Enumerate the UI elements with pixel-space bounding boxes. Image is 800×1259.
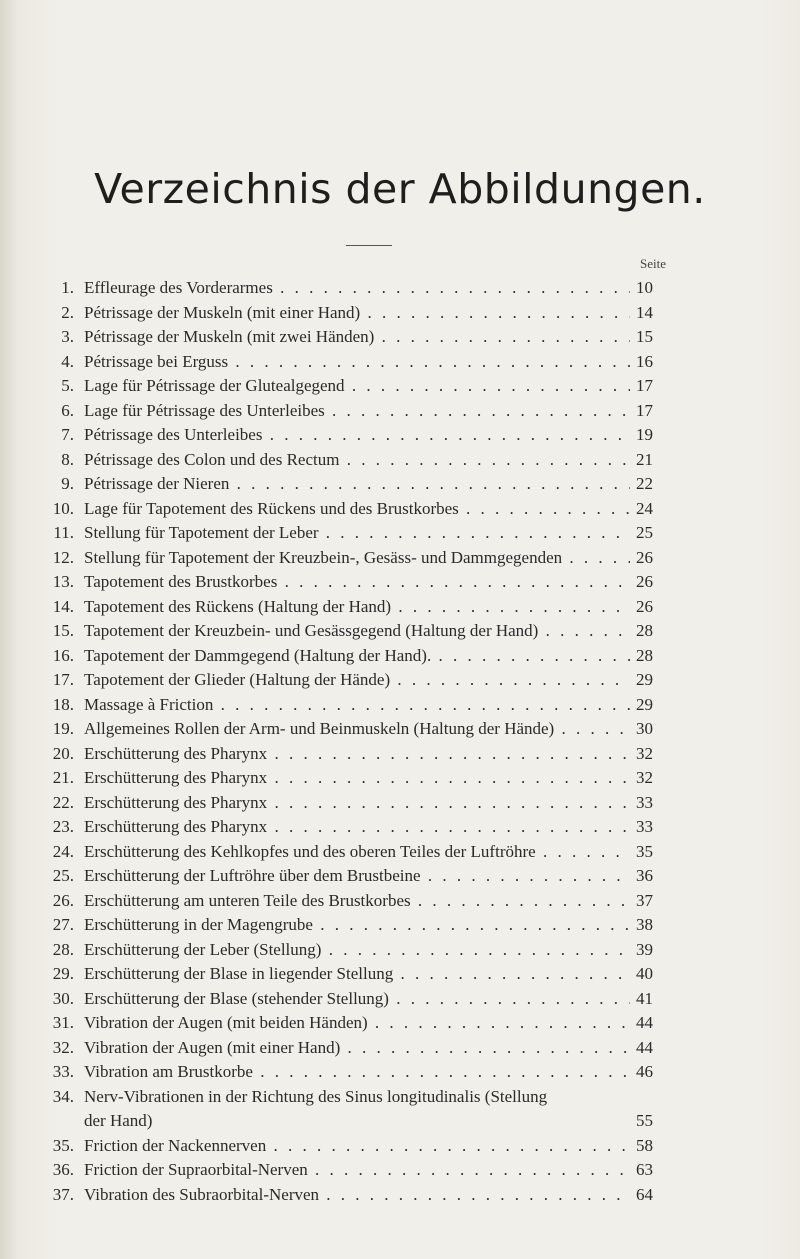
- figure-caption: Tapotement des Rückens (Haltung der Hand) . . .: [84, 595, 630, 620]
- page-number: 15: [636, 327, 653, 346]
- figure-number: 21.: [52, 768, 74, 787]
- figure-number: 4.: [61, 351, 74, 371]
- figure-caption: Erschütterung der Luftröhre über dem Brustbeine . . .: [84, 864, 630, 889]
- figure-caption: Vibration der Augen (mit beiden Händen) . . .: [84, 1011, 630, 1036]
- page-number: 29: [636, 670, 653, 689]
- figure-caption: Pétrissage des Colon und des Rectum . . .: [84, 448, 630, 473]
- figure-caption: Effleurage des Vorderarmes . . .: [84, 276, 630, 301]
- list-item: [40, 1060, 670, 1085]
- figure-number: 23.: [52, 817, 74, 836]
- figure-number: 30.: [52, 988, 74, 1008]
- figure-number: 18.: [52, 694, 74, 714]
- list-item: [40, 1085, 670, 1134]
- list-item: [40, 325, 670, 350]
- list-item: [40, 913, 670, 938]
- page-number: 33: [636, 792, 653, 812]
- figure-caption: Erschütterung der Leber (Stellung) . . .: [84, 938, 630, 963]
- list-item: [40, 497, 670, 522]
- page-number: 63: [636, 1160, 653, 1179]
- page-number: 40: [636, 964, 653, 983]
- page-number: 26: [636, 572, 653, 591]
- list-item: [40, 717, 670, 742]
- list-item: [40, 619, 670, 644]
- page-number: 26: [636, 596, 653, 616]
- figure-caption: Erschütterung des Pharynx . . .: [84, 742, 630, 767]
- list-item: [40, 864, 670, 889]
- page-number: 39: [636, 939, 653, 959]
- figure-number: 31.: [52, 1013, 74, 1032]
- page-number: 41: [636, 988, 653, 1008]
- page-number: 58: [636, 1135, 653, 1155]
- page-number: 24: [636, 498, 653, 518]
- figure-caption: Erschütterung am unteren Teile des Brustkorbes . . .: [84, 889, 630, 914]
- list-item: [40, 448, 670, 473]
- figure-caption-continued: der Hand): [84, 1111, 153, 1130]
- figure-number: 27.: [52, 915, 74, 934]
- list-item: [40, 815, 670, 840]
- figure-caption: Friction der Nackennerven . . .: [84, 1134, 630, 1159]
- list-item: [40, 766, 670, 791]
- page-number: 19: [636, 425, 653, 444]
- figure-number: 37.: [52, 1184, 74, 1204]
- figure-number: 28.: [52, 939, 74, 959]
- figure-caption: Pétrissage der Nieren . . .: [84, 472, 630, 497]
- list-item: [40, 1134, 670, 1159]
- figure-number: 5.: [61, 376, 74, 395]
- figure-caption: Erschütterung des Kehlkopfes und des oberen Teiles der Luftröhre . . .: [84, 840, 630, 865]
- page-number: 46: [636, 1062, 653, 1081]
- page-number: 25: [636, 523, 653, 542]
- page-number: 36: [636, 866, 653, 885]
- page-number: 33: [636, 817, 653, 836]
- page-number: 28: [636, 621, 653, 640]
- figure-caption: Pétrissage der Muskeln (mit zwei Händen) . . .: [84, 325, 630, 350]
- list-item: [40, 742, 670, 767]
- page-column-label: Seite: [640, 256, 666, 271]
- figure-number: 9.: [61, 474, 74, 493]
- list-item: [40, 987, 670, 1012]
- figure-number: 15.: [52, 621, 74, 640]
- figure-caption: Allgemeines Rollen der Arm- und Beinmuskeln (Haltung der Hände) . . .: [84, 717, 630, 742]
- figure-number: 1.: [61, 278, 74, 297]
- page-number: 22: [636, 474, 653, 493]
- figure-number: 13.: [52, 572, 74, 591]
- figure-number: 16.: [52, 645, 74, 665]
- figure-number: 33.: [52, 1062, 74, 1081]
- page-number: 14: [636, 302, 653, 322]
- figure-number: 12.: [52, 547, 74, 567]
- figure-caption: Tapotement des Brustkorbes . . .: [84, 570, 630, 595]
- figure-number: 25.: [52, 866, 74, 885]
- figure-caption: Vibration der Augen (mit einer Hand) . . .: [84, 1036, 630, 1061]
- page-number: 10: [636, 278, 653, 297]
- page-number: 44: [636, 1037, 653, 1057]
- list-item: [40, 1183, 670, 1208]
- page-number: 17: [636, 400, 653, 420]
- figure-caption: Pétrissage des Unterleibes . . .: [84, 423, 630, 448]
- page-number: 26: [636, 547, 653, 567]
- page-number: 28: [636, 645, 653, 665]
- figure-number: 19.: [52, 719, 74, 738]
- list-item: [40, 791, 670, 816]
- list-item: [40, 1036, 670, 1061]
- figure-caption: Tapotement der Dammgegend (Haltung der Hand). . . .: [84, 644, 630, 669]
- figure-caption: Nerv-Vibrationen in der Richtung des Sinus longitudinalis (Stellung: [84, 1086, 548, 1106]
- list-item: [40, 595, 670, 620]
- figure-caption: Stellung für Tapotement der Kreuzbein-, Gesäss- und Dammgegenden . . .: [84, 546, 630, 571]
- figure-caption: Erschütterung des Pharynx . . .: [84, 791, 630, 816]
- figure-caption: Vibration am Brustkorbe . . .: [84, 1060, 630, 1085]
- page-number: 64: [636, 1184, 653, 1204]
- figure-number: 36.: [52, 1160, 74, 1179]
- page-number: 32: [636, 768, 653, 787]
- list-item: [40, 301, 670, 326]
- figure-number: 2.: [61, 302, 74, 322]
- figure-caption: Tapotement der Kreuzbein- und Gesässgegend (Haltung der Hand) . . .: [84, 619, 630, 644]
- page-number: 32: [636, 743, 653, 763]
- figure-caption: Friction der Supraorbital-Nerven . . .: [84, 1158, 630, 1183]
- figure-number: 8.: [61, 449, 74, 469]
- figure-caption: Massage à Friction . . .: [84, 693, 630, 718]
- list-item: [40, 693, 670, 718]
- figure-caption: Pétrissage der Muskeln (mit einer Hand) . . .: [84, 301, 630, 326]
- figure-number: 20.: [52, 743, 74, 763]
- list-item: [40, 570, 670, 595]
- list-item: [40, 276, 670, 301]
- page-number: 38: [636, 915, 653, 934]
- figure-number: 35.: [52, 1135, 74, 1155]
- list-item: [40, 644, 670, 669]
- figure-caption: Vibration des Subraorbital-Nerven . . .: [84, 1183, 630, 1208]
- list-item: [40, 840, 670, 865]
- figure-caption: Tapotement der Glieder (Haltung der Hände) . . .: [84, 668, 630, 693]
- figure-number: 10.: [52, 498, 74, 518]
- list-item: [40, 472, 670, 497]
- page-number: 17: [636, 376, 653, 395]
- list-item: [40, 399, 670, 424]
- figure-number: 6.: [61, 400, 74, 420]
- figure-number: 3.: [61, 327, 74, 346]
- page-number: 16: [636, 351, 653, 371]
- page-number: 37: [636, 890, 653, 910]
- list-item: [40, 1158, 670, 1183]
- list-item: [40, 938, 670, 963]
- figure-number: 11.: [53, 523, 74, 542]
- page-number: 44: [636, 1013, 653, 1032]
- page-number: 29: [636, 694, 653, 714]
- page-number: 21: [636, 449, 653, 469]
- list-item: [40, 889, 670, 914]
- figure-caption: Erschütterung der Blase (stehender Stellung) . . .: [84, 987, 630, 1012]
- list-item: [40, 1011, 670, 1036]
- figure-list: [40, 276, 670, 1207]
- page-number: 55: [636, 1111, 653, 1130]
- figure-caption: Erschütterung des Pharynx . . .: [84, 766, 630, 791]
- figure-number: 17.: [52, 670, 74, 689]
- figure-number: 7.: [61, 425, 74, 444]
- figure-caption: Lage für Pétrissage des Unterleibes . . .: [84, 399, 630, 424]
- list-item: [40, 350, 670, 375]
- list-item: [40, 423, 670, 448]
- list-item: [40, 374, 670, 399]
- figure-number: 29.: [52, 964, 74, 983]
- page-title: Verzeichnis der Abbildungen.: [94, 165, 706, 213]
- figure-caption: Lage für Pétrissage der Glutealgegend . . .: [84, 374, 630, 399]
- figure-number: 22.: [52, 792, 74, 812]
- page-number: 35: [636, 841, 653, 861]
- figure-number: 34.: [52, 1086, 74, 1106]
- figure-caption: Erschütterung des Pharynx . . .: [84, 815, 630, 840]
- list-item: [40, 962, 670, 987]
- figure-caption: Lage für Tapotement des Rückens und des Brustkorbes . . .: [84, 497, 630, 522]
- figure-caption: Pétrissage bei Erguss . . .: [84, 350, 630, 375]
- title-divider: [346, 245, 392, 246]
- figure-number: 14.: [52, 596, 74, 616]
- list-item: [40, 668, 670, 693]
- figure-number: 32.: [52, 1037, 74, 1057]
- list-item: [40, 521, 670, 546]
- figure-number: 26.: [52, 890, 74, 910]
- figure-caption: Erschütterung in der Magengrube . . .: [84, 913, 630, 938]
- figure-caption: Stellung für Tapotement der Leber . . .: [84, 521, 630, 546]
- list-item: [40, 546, 670, 571]
- figure-caption: Erschütterung der Blase in liegender Stellung . . .: [84, 962, 630, 987]
- page-number: 30: [636, 719, 653, 738]
- figure-number: 24.: [52, 841, 74, 861]
